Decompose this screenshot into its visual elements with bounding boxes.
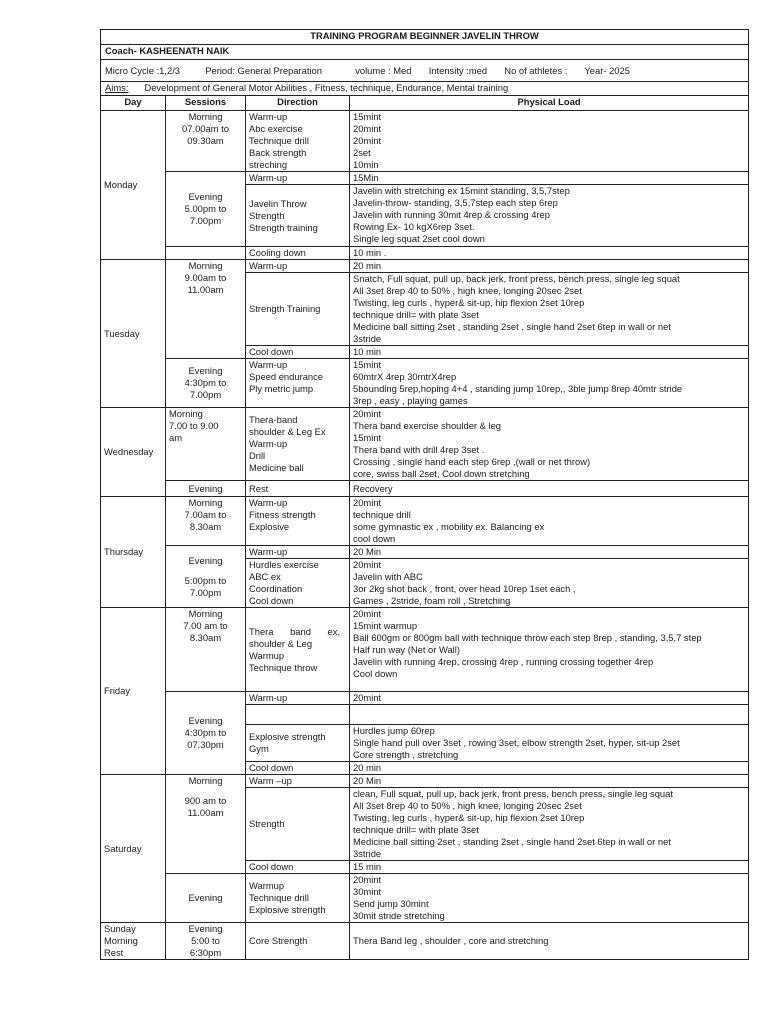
friday-evening-load: Hurdles jump 60rep Single hand pull over 3set , rowing 3set, elbow strength 2set, hyper, sit-up 2set Core strength , stretching — [350, 725, 749, 762]
day-thursday: Thursday — [101, 497, 166, 608]
saturday-evening-direction: Warmup Technique drill Explosive strength — [246, 874, 350, 923]
thursday-morning-direction: Warm-up Fitness strength Explosive — [246, 497, 350, 546]
monday-evening-warmup-load: 15Min — [350, 172, 749, 185]
tuesday-morning-session: Morning 9.00am to 11.00am — [166, 260, 246, 359]
sunday-direction: Core Strength — [246, 923, 350, 960]
document-title: TRAINING PROGRAM BEGINNER JAVELIN THROW — [101, 30, 749, 45]
column-header-direction: Direction — [246, 96, 350, 111]
column-header-load: Physical Load — [350, 96, 749, 111]
tuesday-cooldown-load: 10 min — [350, 346, 749, 359]
day-monday: Monday — [101, 111, 166, 260]
column-header-sessions: Sessions — [166, 96, 246, 111]
monday-evening-warmup-direction: Warm-up — [246, 172, 350, 185]
thursday-morning-load: 20mint technique drill some gymnastic ex , mobility ex. Balancing ex cool down — [350, 497, 749, 546]
column-header-day: Day — [101, 96, 166, 111]
monday-evening-load: Javelin with stretching ex 15mint standing, 3,5,7step Javelin-throw- standing, 3,5,7step each step 6rep Javelin with running 30mit 4rep & crossing 4rep Rowing Ex- 10 kgX6rep 3set. Single leg squat 2set cool down — [350, 185, 749, 247]
monday-cooldown-direction: Cooling down — [246, 247, 350, 260]
wednesday-morning-direction: Thera-band shoulder & Leg Ex Warm-up Drill Medicine ball — [246, 408, 350, 481]
sunday-session: Evening 5:00 to 6:30pm — [166, 923, 246, 960]
tuesday-strength-load: Snatch, Full squat, pull up, back jerk, front press, bench press, single leg squat All 3set 8rep 40 to 50% , high knee, longing 20sec 2set Twisting, leg curls , hyper& sit-up, hip flexion 2set 10rep technique drill= with plate 3set Medicine ball sitting 2set , standing 2set , single hand 2set 6tep in wall or net 3stride — [350, 273, 749, 346]
saturday-warmup-direction: Warm –up — [246, 775, 350, 788]
friday-cooldown-direction: Cool down — [246, 762, 350, 775]
saturday-evening-session: Evening — [166, 874, 246, 923]
wednesday-evening-session: Evening — [166, 481, 246, 497]
saturday-strength-direction: Strength — [246, 788, 350, 861]
day-wednesday: Wednesday — [101, 408, 166, 497]
friday-cooldown-load: 20 min — [350, 762, 749, 775]
saturday-strength-load: clean, Full squat, pull up, back jerk, front press, bench press, single leg squat All 3set 8rep 40 to 50% , high knee, longing 20sec 2set Twisting, leg curls , hyper& sit-up, hip flexion 2set 10rep technique drill= with plate 3set Medicine ball sitting 2set , standing 2set , single hand 2set 6tep in wall or net 3stride — [350, 788, 749, 861]
aims-row — [101, 82, 749, 96]
friday-evening-session: Evening 4:30pm to 07.30pm — [166, 692, 246, 775]
day-saturday: Saturday — [101, 775, 166, 923]
micro-cycle: Micro Cycle :1,2/3 — [105, 64, 181, 76]
friday-morning-load: 20mint 15mint warmup Ball 600gm or 800gm ball with technique throw each step 8rep , standing, 3,5,7 step Half run way (Net or Wall) Javelin with running 4rep, crossing 4rep , running crossing together 4rep Cool down — [350, 608, 749, 692]
thursday-evening-load: 20mint Javelin with ABC 3or 2kg shot back , front, over head 10rep 1set each , Games , 2stride, foam roll , Stretching — [350, 559, 749, 608]
tuesday-cooldown-direction: Cool down — [246, 346, 350, 359]
training-program-table — [100, 29, 749, 960]
day-tuesday: Tuesday — [101, 260, 166, 408]
tuesday-evening-direction: Warm-up Speed endurance Ply metric jump — [246, 359, 350, 408]
wednesday-morning-session: Morning 7.00 to 9.00 am — [166, 408, 246, 481]
day-sunday: Sunday Morning Rest — [101, 923, 166, 960]
wednesday-morning-load: 20mint Thera band exercise shoulder & leg 15mint Thera band with drill 4rep 3set . Crossing , single hand each step 6rep ,(wall or net throw) core, swiss ball 2set, Cool down stretching — [350, 408, 749, 481]
sunday-load: Thera Band leg , shoulder , core and stretching — [350, 923, 749, 960]
aims-text: Development of General Motor Abilities , Fitness, technique, Endurance, Mental training — [144, 82, 509, 93]
wednesday-evening-direction: Rest — [246, 481, 350, 497]
friday-morning-direction: Thera band ex, shoulder & Leg Warmup Technique throw — [246, 608, 350, 692]
tuesday-strength-direction: Strength Training — [246, 273, 350, 346]
year: Year- 2025 — [584, 64, 630, 76]
friday-morning-session: Morning 7.00 am to 8.30am — [166, 608, 246, 692]
tuesday-warmup-direction: Warm-up — [246, 260, 350, 273]
saturday-evening-load: 20mint 30mint Send jump 30mint 30mit stride stretching — [350, 874, 749, 923]
friday-evening-warmup-load: 20mint — [350, 692, 749, 705]
thursday-evening-warmup-direction: Warm-up — [246, 546, 350, 559]
thursday-morning-session: Morning 7.00am to 8.30am — [166, 497, 246, 546]
coach-name: Coach- KASHEENATH NAIK — [101, 45, 749, 60]
period: Period: General Preparation — [205, 64, 322, 76]
tuesday-evening-load: 15mint 60mtrX 4rep 30mtrX4rep 5bounding 5rep,hoping 4+4 , standing jump 10rep,, 3ble jump 8rep 40mtr stride 3rep , easy , playing games — [350, 359, 749, 408]
tuesday-evening-session: Evening 4:30pm to 7.00pm — [166, 359, 246, 408]
volume: volume : Med — [355, 64, 412, 76]
friday-empty-direction — [246, 705, 350, 725]
saturday-cooldown-direction: Cool down — [246, 861, 350, 874]
friday-empty-load — [350, 705, 749, 725]
monday-evening-direction: Javelin Throw Strength Strength training — [246, 185, 350, 247]
friday-evening-direction: Explosive strength Gym — [246, 725, 350, 762]
thursday-evening-session: Evening 5:00pm to 7.00pm — [166, 546, 246, 608]
cycle-info-row — [101, 60, 749, 82]
monday-morning-load: 15mint 20mint 20mint 2set 10min — [350, 111, 749, 172]
intensity: Intensity :med — [428, 64, 488, 76]
friday-evening-warmup-direction: Warm-up — [246, 692, 350, 705]
monday-cooldown-load: 10 min . — [350, 247, 749, 260]
saturday-warmup-load: 20 Min — [350, 775, 749, 788]
saturday-morning-session: Morning 900 am to 11.00am — [166, 775, 246, 874]
day-friday: Friday — [101, 608, 166, 775]
thursday-evening-warmup-load: 20 Min — [350, 546, 749, 559]
monday-morning-direction: Warm-up Abc exercise Technique drill Back strength streching — [246, 111, 350, 172]
aims-label: Aims: — [105, 82, 129, 93]
tuesday-warmup-load: 20 min — [350, 260, 749, 273]
thursday-evening-direction: Hurdles exercise ABC ex Coordination Cool down — [246, 559, 350, 608]
saturday-cooldown-load: 15 min — [350, 861, 749, 874]
monday-morning-session: Morning 07.00am to 09.30am — [166, 111, 246, 172]
monday-evening-session: Evening 5.00pm to 7.00pm — [166, 172, 246, 247]
wednesday-evening-load: Recovery — [350, 481, 749, 497]
athletes-count: No of athletes : — [504, 64, 568, 76]
